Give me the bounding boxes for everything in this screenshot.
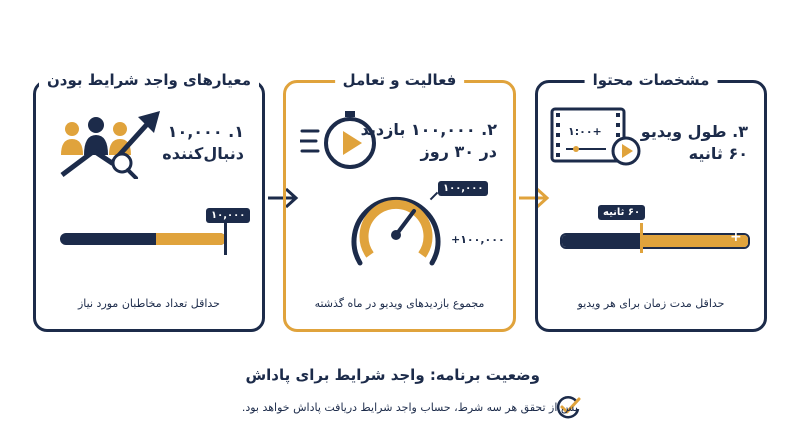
activity-title: فعالیت و تعامل — [335, 71, 465, 89]
activity-heading-line1: ۲. ۱۰۰,۰۰۰ بازدید — [360, 120, 497, 139]
duration-progress-bar — [560, 233, 750, 249]
speedometer-icon — [346, 187, 446, 277]
duration-plus: + — [730, 229, 742, 245]
program-status: وضعیت برنامه: واجد شرایط برای پاداش — [245, 366, 540, 384]
criteria-title: معیارهای واجد شرایط بودن — [39, 71, 259, 89]
followers-progress-bar — [60, 233, 226, 245]
content-heading — [641, 121, 748, 165]
gauge-label: +۱۰۰,۰۰۰ — [451, 233, 505, 246]
content-tag: ۶۰ ثانیه — [598, 205, 645, 220]
followers-progress-fill — [156, 233, 226, 245]
criteria-tag: ۱۰,۰۰۰ — [206, 208, 250, 223]
criteria-caption: حداقل تعداد مخاطبان مورد نیاز — [78, 297, 220, 310]
duration-progress-navy — [562, 235, 642, 247]
content-caption: حداقل مدت زمان برای هر ویدیو — [577, 297, 725, 310]
criteria-heading-line2: دنبال‌کننده — [162, 144, 244, 163]
criteria-panel — [33, 71, 265, 332]
activity-caption: مجموع بازدیدهای ویدیو در ماه گذشته — [314, 297, 485, 310]
content-title: مشخصات محتوا — [585, 71, 718, 89]
footer-note: پس از تحقق هر سه شرط، حساب واجد شرایط دریافت پاداش خواهد بود. — [241, 401, 578, 414]
activity-heading — [361, 119, 497, 163]
activity-heading-line2: در ۳۰ روز — [420, 142, 497, 161]
criteria-heading-line1: ۱. ۱۰,۰۰۰ — [167, 122, 244, 141]
followers-threshold-marker — [224, 221, 227, 255]
content-panel — [535, 71, 767, 332]
criteria-heading — [162, 121, 244, 165]
duration-threshold-marker — [640, 223, 643, 253]
activity-tag: ۱۰۰,۰۰۰ — [438, 181, 488, 196]
audience-growth-icon — [58, 107, 170, 179]
content-heading-line1: ۳. طول ویدیو — [640, 122, 748, 141]
activity-panel — [283, 71, 516, 332]
film-label: ۱:۰۰+ — [568, 125, 602, 138]
content-heading-line2: ۶۰ ثانیه — [688, 144, 748, 163]
